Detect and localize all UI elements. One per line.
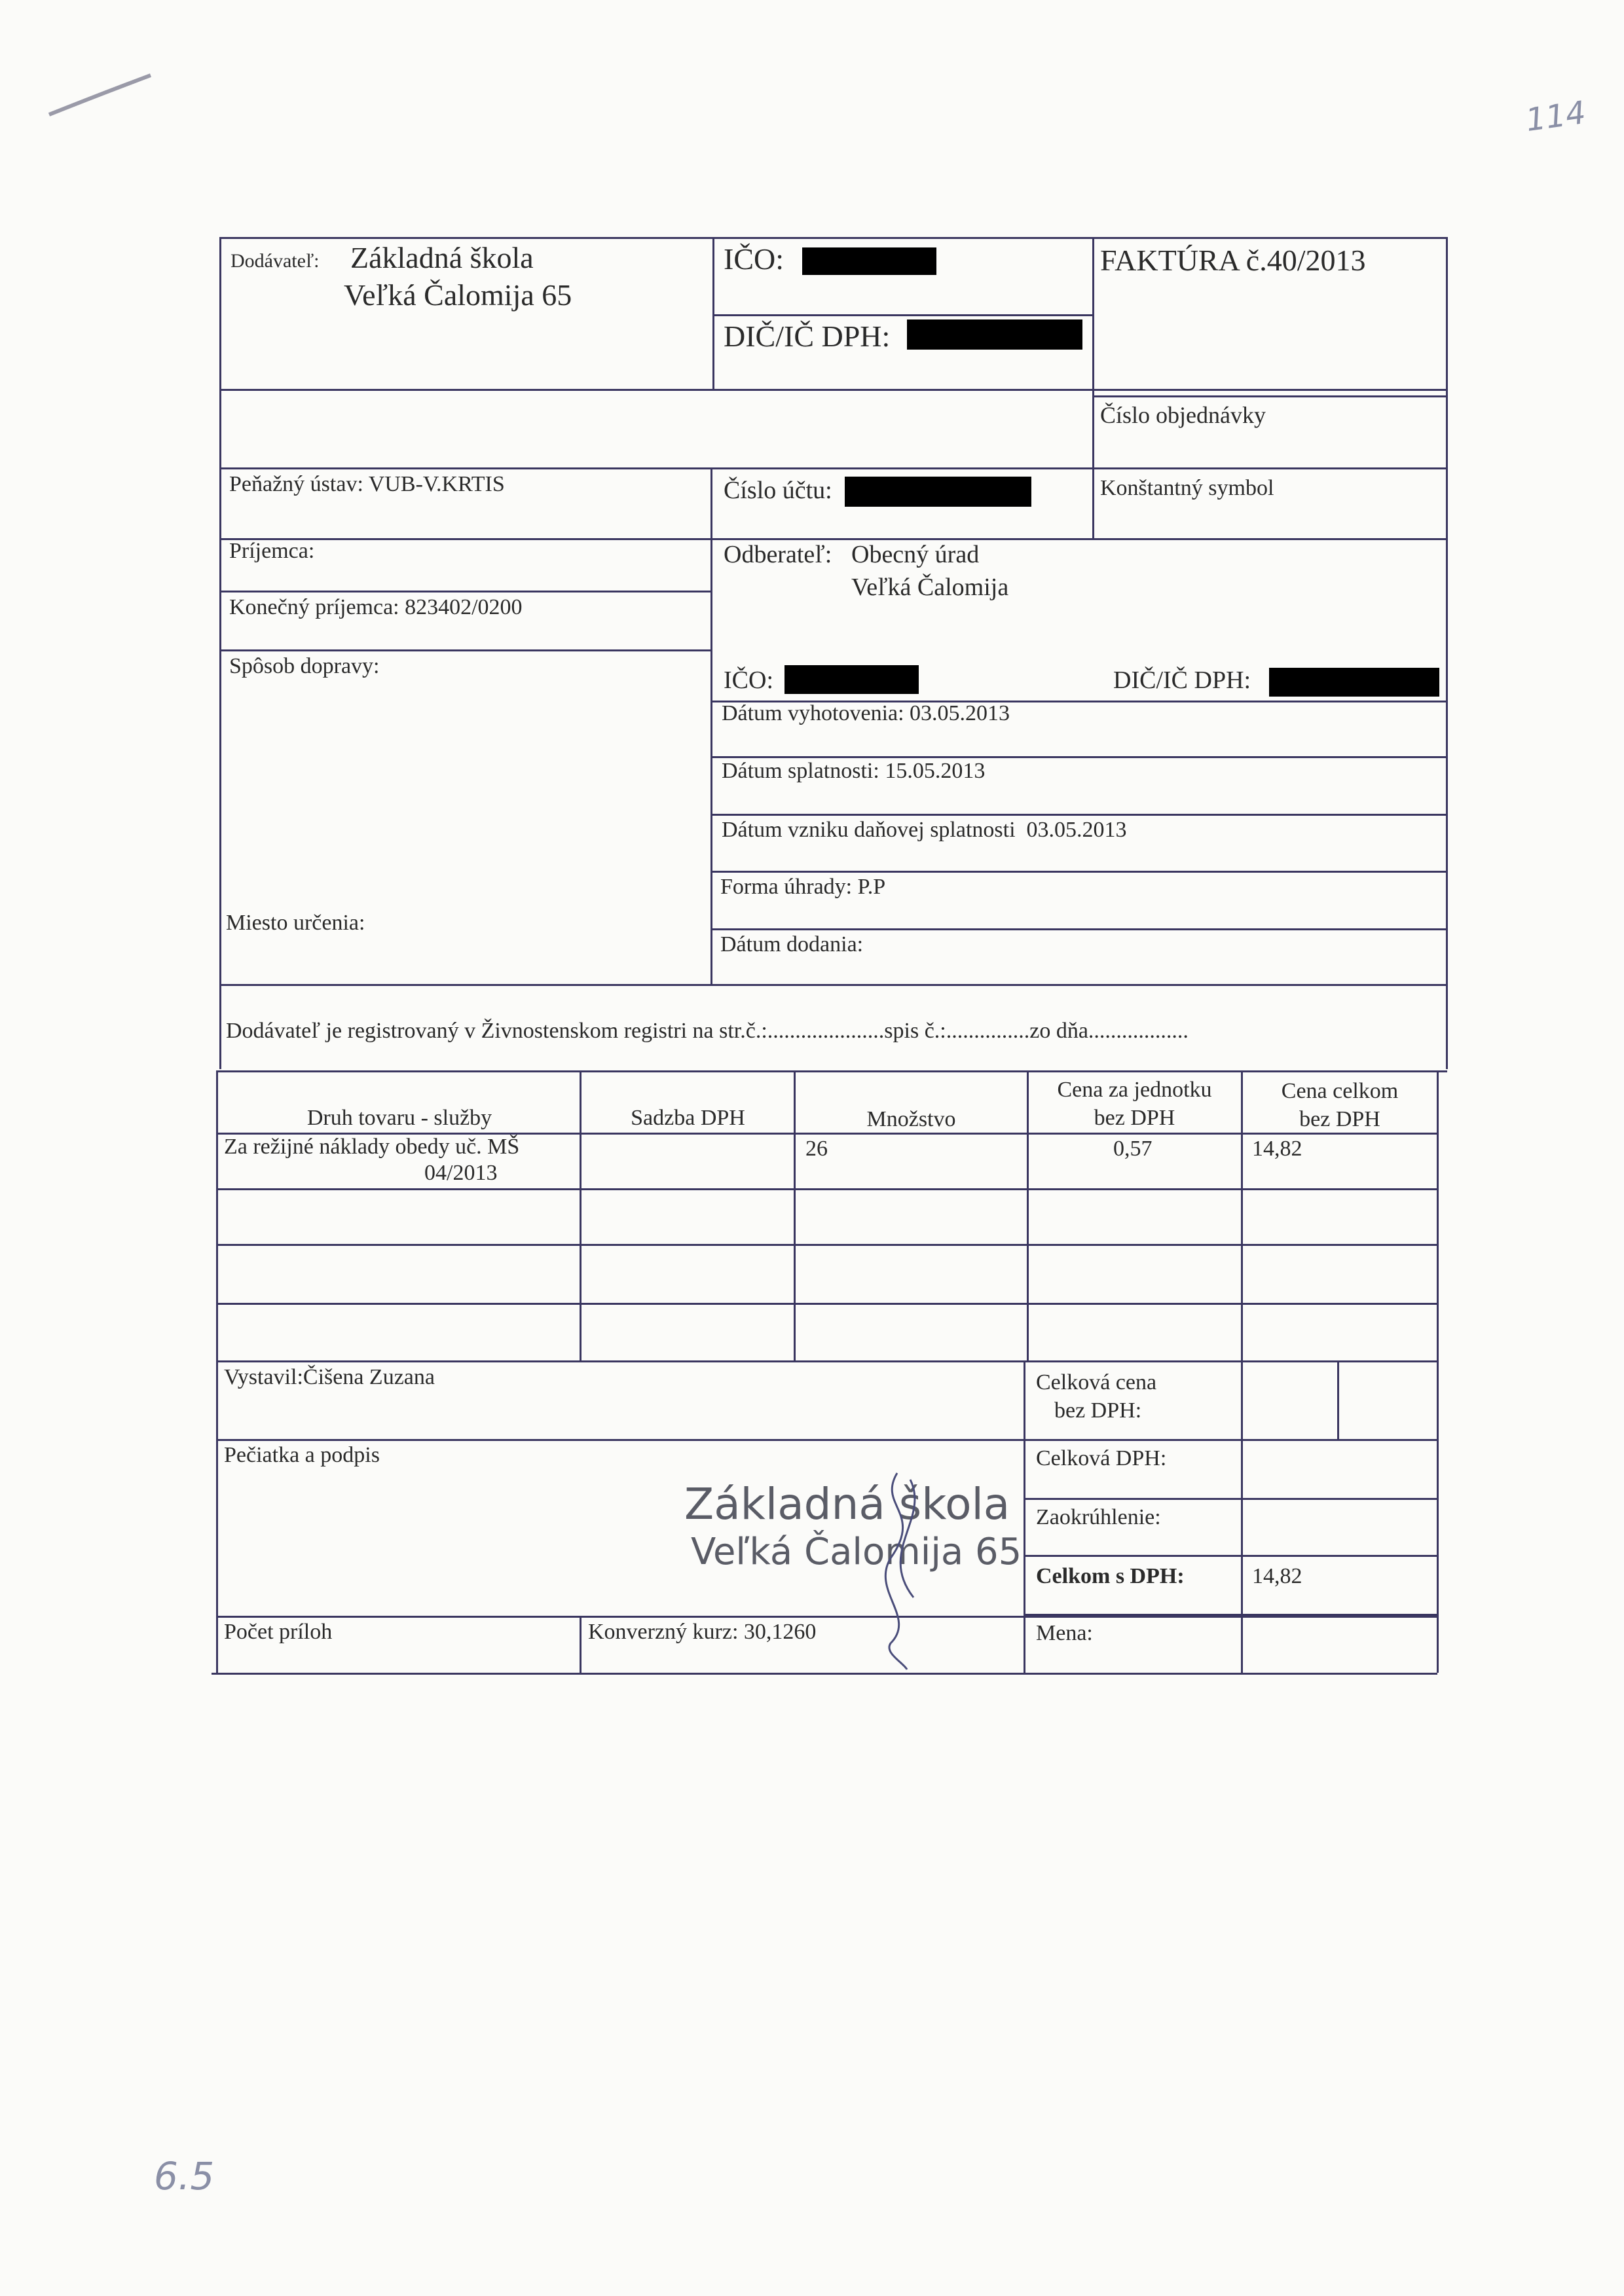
- header-unit-price: Cena za jednotku: [1057, 1078, 1212, 1102]
- row-goods-period: 04/2013: [424, 1161, 498, 1185]
- row-total: 14,82: [1252, 1137, 1302, 1161]
- destination-label: Miesto určenia:: [226, 911, 365, 935]
- total-vat-label: Celková DPH:: [1036, 1446, 1167, 1470]
- tax-date: Dátum vzniku daňovej splatnosti 03.05.2013: [722, 818, 1127, 842]
- rounding-label: Zaokrúhlenie:: [1036, 1505, 1161, 1529]
- payment-method: Forma úhrady: P.P: [720, 875, 886, 899]
- issue-date: Dátum vyhotovenia: 03.05.2013: [722, 701, 1010, 725]
- supplier-label: Dodávateľ:: [231, 250, 320, 272]
- attachments-label: Počet príloh: [224, 1620, 333, 1644]
- header-vat-rate: Sadzba DPH: [631, 1106, 745, 1130]
- stamp-signature-label: Pečiatka a podpis: [224, 1443, 380, 1467]
- row-unit-price: 0,57: [1113, 1137, 1153, 1161]
- conversion-rate: Konverzný kurz: 30,1260: [588, 1620, 817, 1644]
- bank-label: Peňažný ústav: VUB-V.KRTIS: [229, 472, 505, 496]
- customer-address: Veľká Čalomija: [851, 574, 1009, 601]
- order-number-label: Číslo objednávky: [1100, 402, 1266, 428]
- total-excl-vat-sub: bez DPH:: [1054, 1398, 1142, 1423]
- stamp-line-2: Veľká Čalomija 65: [691, 1531, 1022, 1573]
- redacted-customer-ico: [784, 665, 919, 694]
- header-quantity: Množstvo: [866, 1107, 956, 1131]
- dic-label: DIČ/IČ DPH:: [724, 319, 891, 353]
- total-incl-vat-label: Celkom s DPH:: [1036, 1564, 1185, 1588]
- customer-name: Obecný úrad: [851, 541, 980, 568]
- stamp-line-1: Základná škola: [684, 1479, 1010, 1529]
- supplier-address: Veľká Čalomija 65: [344, 278, 572, 312]
- invoice-title: FAKTÚRA č.40/2013: [1100, 244, 1366, 277]
- redacted-dic: [907, 319, 1082, 350]
- redacted-customer-dic: [1269, 668, 1439, 697]
- customer-ico-label: IČO:: [724, 666, 773, 694]
- redacted-account: [845, 477, 1031, 507]
- redacted-ico: [802, 247, 936, 275]
- registration-note: Dodávateľ je registrovaný v Živnostenskom registri na str.č.:.....................spis č.:...............zo dňa..................: [226, 1019, 1189, 1043]
- total-incl-vat-value: 14,82: [1252, 1564, 1302, 1588]
- currency-label: Mena:: [1036, 1621, 1093, 1645]
- due-date: Dátum splatnosti: 15.05.2013: [722, 759, 986, 783]
- delivery-date: Dátum dodania:: [720, 932, 864, 957]
- constant-symbol-label: Konštantný symbol: [1100, 476, 1274, 500]
- header-total: Cena celkom: [1281, 1079, 1399, 1103]
- recipient-label: Príjemca:: [229, 539, 315, 563]
- header-goods: Druh tovaru - služby: [306, 1106, 492, 1130]
- account-label: Číslo účtu:: [724, 477, 832, 504]
- margin-note-top-right: 114: [1523, 94, 1589, 139]
- issued-by: Vystavil:Čišena Zuzana: [224, 1365, 435, 1389]
- signature-mark: [851, 1467, 943, 1676]
- customer-dic-label: DIČ/IČ DPH:: [1113, 666, 1251, 694]
- row-quantity: 26: [805, 1137, 828, 1161]
- margin-note-bottom-left: 6.5: [154, 2154, 215, 2198]
- final-recipient-label: Konečný príjemca: 823402/0200: [229, 595, 523, 619]
- transport-label: Spôsob dopravy:: [229, 654, 380, 678]
- ico-label: IČO:: [724, 242, 784, 276]
- row-goods: Za režijné náklady obedy uč. MŠ: [224, 1135, 520, 1159]
- total-excl-vat-label: Celková cena: [1036, 1370, 1157, 1394]
- customer-label: Odberateľ:: [724, 541, 832, 568]
- supplier-name: Základná škola: [350, 241, 534, 274]
- header-total-sub: bez DPH: [1299, 1107, 1380, 1131]
- pen-stroke-mark: [46, 62, 157, 121]
- header-unit-price-sub: bez DPH: [1094, 1106, 1175, 1130]
